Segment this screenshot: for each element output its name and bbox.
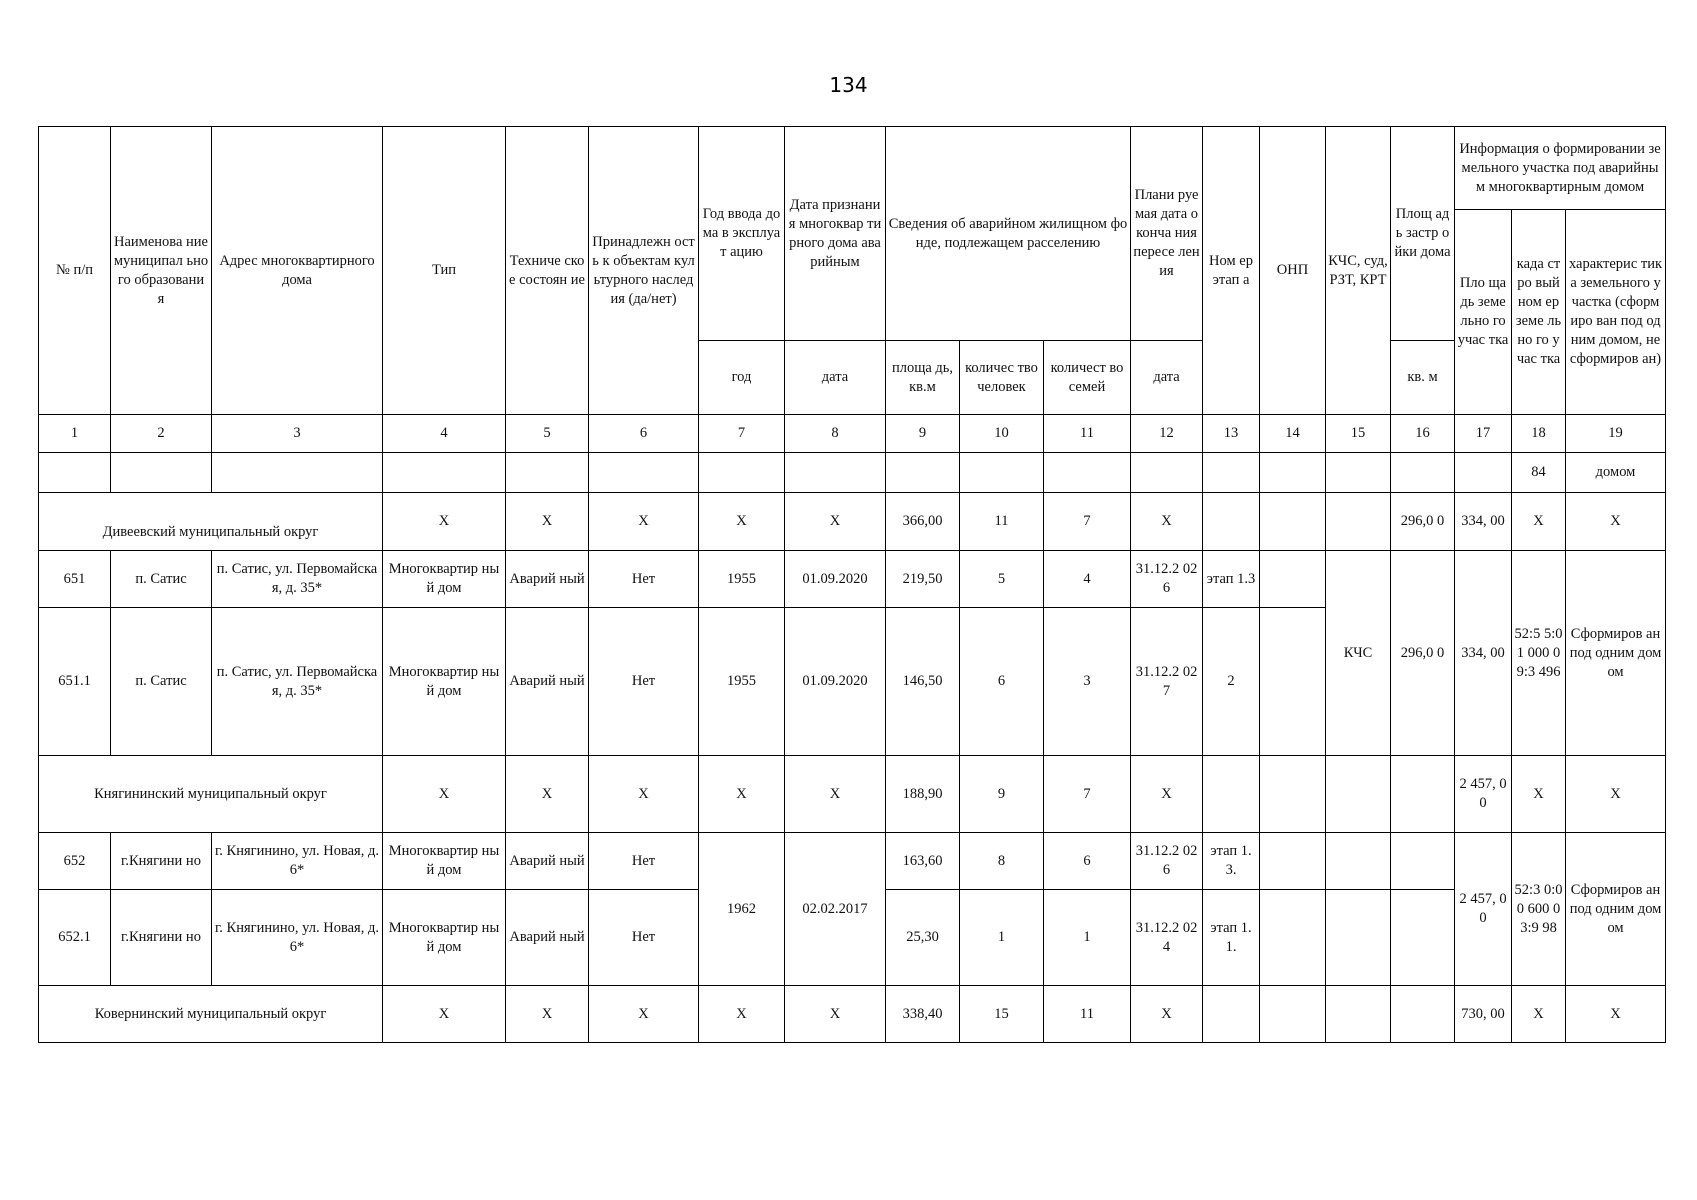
- table-cell: X: [589, 493, 699, 551]
- col-number: 19: [1566, 415, 1666, 453]
- table-cell: X: [506, 986, 589, 1043]
- table-cell: X: [1512, 493, 1566, 551]
- table-cell: 163,60: [886, 833, 960, 890]
- col-number: 9: [886, 415, 960, 453]
- table-cell: 296,0 0: [1391, 551, 1455, 756]
- table-row: [39, 551, 1666, 608]
- table-cell: 84: [1512, 453, 1566, 493]
- table-cell: 652: [39, 833, 111, 890]
- table-cell: 366,00: [886, 493, 960, 551]
- table-cell: X: [1131, 756, 1203, 833]
- table-cell: X: [383, 986, 506, 1043]
- table-cell: 3: [1044, 608, 1131, 756]
- subheader-end-date: дата: [1131, 341, 1203, 415]
- table-cell: X: [785, 986, 886, 1043]
- col-number: 1: [39, 415, 111, 453]
- table-cell: г. Княгинино, ул. Новая, д. 6*: [212, 890, 383, 986]
- table-cell: 2: [1203, 608, 1260, 756]
- subheader-year: год: [699, 341, 785, 415]
- table-cell: г.Княгини но: [111, 890, 212, 986]
- table-cell: 146,50: [886, 608, 960, 756]
- header-cadastral: када стро вый ном ер земе льно го учас тка: [1512, 210, 1566, 415]
- table-cell: X: [383, 756, 506, 833]
- table-cell: 1: [960, 890, 1044, 986]
- table-cell: 219,50: [886, 551, 960, 608]
- table-cell: 31.12.2 024: [1131, 890, 1203, 986]
- col-number: 3: [212, 415, 383, 453]
- col-number: 16: [1391, 415, 1455, 453]
- subheader-building-unit: кв. м: [1391, 341, 1455, 415]
- table-cell: 4: [1044, 551, 1131, 608]
- subheader-people: количес тво человек: [960, 341, 1044, 415]
- table-cell: 651: [39, 551, 111, 608]
- header-emergency-info: Сведения об аварийном жилищном фонде, подлежащем расселению: [886, 127, 1131, 341]
- col-number: 8: [785, 415, 886, 453]
- table-cell: Многоквартир ный дом: [383, 833, 506, 890]
- table-cell: 31.12.2 026: [1131, 833, 1203, 890]
- header-kchs: КЧС, суд, РЗТ, КРТ: [1326, 127, 1391, 415]
- table-cell: этап 1.3: [1203, 551, 1260, 608]
- table-cell: X: [785, 756, 886, 833]
- table-cell: 652.1: [39, 890, 111, 986]
- table-cell: 2 457, 00: [1455, 833, 1512, 986]
- table-cell: X: [1131, 493, 1203, 551]
- table-row: [39, 493, 1666, 551]
- col-number: 15: [1326, 415, 1391, 453]
- table-cell: 01.09.2020: [785, 551, 886, 608]
- table-cell: 11: [960, 493, 1044, 551]
- table-cell: Нет: [589, 890, 699, 986]
- table-cell: Аварий ный: [506, 833, 589, 890]
- table-cell: 31.12.2 026: [1131, 551, 1203, 608]
- header-heritage: Принадлежн ость к объектам культурного наследия (да/нет): [589, 127, 699, 415]
- table-cell: 1955: [699, 608, 785, 756]
- table-cell: X: [589, 756, 699, 833]
- col-number: 6: [589, 415, 699, 453]
- table-row: [39, 986, 1666, 1043]
- table-cell: г. Княгинино, ул. Новая, д. 6*: [212, 833, 383, 890]
- header-municipality: Наименова ние муниципал ьного образовани я: [111, 127, 212, 415]
- subheader-area: площа дь, кв.м: [886, 341, 960, 415]
- table-cell: Аварий ный: [506, 608, 589, 756]
- table-cell: X: [506, 493, 589, 551]
- page-number: 134: [829, 73, 868, 97]
- col-number: 12: [1131, 415, 1203, 453]
- table-cell: X: [699, 986, 785, 1043]
- table-cell: X: [785, 493, 886, 551]
- header-land-info: Информация о формировании земельного участка под аварийным многоквартирным домом: [1455, 127, 1666, 210]
- table-cell: Нет: [589, 833, 699, 890]
- table-cell: X: [589, 986, 699, 1043]
- emergency-housing-table: [38, 126, 1666, 1043]
- table-cell: Нет: [589, 608, 699, 756]
- table-cell: п. Сатис, ул. Первомайская, д. 35*: [212, 608, 383, 756]
- table-cell: 02.02.2017: [785, 833, 886, 986]
- table-cell: этап 1.3.: [1203, 833, 1260, 890]
- table-cell: 1: [1044, 890, 1131, 986]
- table-cell: 1962: [699, 833, 785, 986]
- table-cell: п. Сатис: [111, 551, 212, 608]
- table-cell: 7: [1044, 493, 1131, 551]
- table-cell: 6: [960, 608, 1044, 756]
- table-cell: X: [699, 756, 785, 833]
- table-cell: 338,40: [886, 986, 960, 1043]
- table-cell: X: [699, 493, 785, 551]
- table-cell: Сформиров ан под одним домом: [1566, 551, 1666, 756]
- table-cell: п. Сатис: [111, 608, 212, 756]
- table-cell: 15: [960, 986, 1044, 1043]
- table-cell: Аварий ный: [506, 551, 589, 608]
- table-cell: X: [1566, 986, 1666, 1043]
- table-cell: этап 1.1.: [1203, 890, 1260, 986]
- col-number: 2: [111, 415, 212, 453]
- table-cell: X: [383, 493, 506, 551]
- table-cell: 334, 00: [1455, 551, 1512, 756]
- header-num: № п/п: [39, 127, 111, 415]
- header-tech-state: Техниче ское состоян ие: [506, 127, 589, 415]
- table-row: [39, 756, 1666, 833]
- table-cell: 730, 00: [1455, 986, 1512, 1043]
- table-cell: 31.12.2 027: [1131, 608, 1203, 756]
- table-cell: X: [1566, 493, 1666, 551]
- table-cell: 6: [1044, 833, 1131, 890]
- header-type: Тип: [383, 127, 506, 415]
- col-number: 13: [1203, 415, 1260, 453]
- table-cell: X: [1131, 986, 1203, 1043]
- table-cell: Многоквартир ный дом: [383, 608, 506, 756]
- header-end-date: Плани руемая дата оконча ния пересе ления: [1131, 127, 1203, 341]
- header-address: Адрес многоквартирного дома: [212, 127, 383, 415]
- col-number: 4: [383, 415, 506, 453]
- table-cell: Сформиров ан под одним домом: [1566, 833, 1666, 986]
- col-number: 7: [699, 415, 785, 453]
- table-cell: 296,0 0: [1391, 493, 1455, 551]
- table-cell: 651.1: [39, 608, 111, 756]
- table-cell: КЧС: [1326, 551, 1391, 756]
- header-land-area: Пло щадь земе льно го учас тка: [1455, 210, 1512, 415]
- header-onp: ОНП: [1260, 127, 1326, 415]
- table-cell: 2 457, 00: [1455, 756, 1512, 833]
- table-cell: 8: [960, 833, 1044, 890]
- subheader-date: дата: [785, 341, 886, 415]
- table-cell: X: [506, 756, 589, 833]
- table-cell: 52:5 5:01 000 09:3 496: [1512, 551, 1566, 756]
- col-number: 10: [960, 415, 1044, 453]
- district-label: Княгининский муниципальный округ: [39, 756, 383, 833]
- col-number: 11: [1044, 415, 1131, 453]
- table-cell: Аварий ный: [506, 890, 589, 986]
- table-cell: Многоквартир ный дом: [383, 551, 506, 608]
- col-number: 14: [1260, 415, 1326, 453]
- table-cell: г.Княгини но: [111, 833, 212, 890]
- table-cell: 188,90: [886, 756, 960, 833]
- table-row: [39, 833, 1666, 890]
- header-year: Год ввода дома в эксплуат ацию: [699, 127, 785, 341]
- table-cell: домом: [1566, 453, 1666, 493]
- table-cell: 01.09.2020: [785, 608, 886, 756]
- header-building-area: Площ адь застр ойки дома: [1391, 127, 1455, 341]
- header-land-characteristic: характерис тика земельного участка (сформиро ван под одним домом, не сформиров ан): [1566, 210, 1666, 415]
- header-recognition-date: Дата признания многоквар тирного дома аварийным: [785, 127, 886, 341]
- col-number: 5: [506, 415, 589, 453]
- header-stage: Ном ер этап а: [1203, 127, 1260, 415]
- table-cell: Нет: [589, 551, 699, 608]
- table-cell: 11: [1044, 986, 1131, 1043]
- district-label: Дивеевский муниципальный округ: [39, 493, 383, 551]
- col-number: 17: [1455, 415, 1512, 453]
- table-cell: X: [1512, 986, 1566, 1043]
- table-cell: 7: [1044, 756, 1131, 833]
- district-label: Ковернинский муниципальный округ: [39, 986, 383, 1043]
- table-cell: 334, 00: [1455, 493, 1512, 551]
- table-cell: 9: [960, 756, 1044, 833]
- table-cell: 1955: [699, 551, 785, 608]
- table-cell: 52:3 0:00 600 03:9 98: [1512, 833, 1566, 986]
- table-cell: 5: [960, 551, 1044, 608]
- table-cell: X: [1566, 756, 1666, 833]
- table-cell: 25,30: [886, 890, 960, 986]
- table-cell: Многоквартир ный дом: [383, 890, 506, 986]
- table-cell: п. Сатис, ул. Первомайская, д. 35*: [212, 551, 383, 608]
- col-number: 18: [1512, 415, 1566, 453]
- table-cell: X: [1512, 756, 1566, 833]
- subheader-families: количест во семей: [1044, 341, 1131, 415]
